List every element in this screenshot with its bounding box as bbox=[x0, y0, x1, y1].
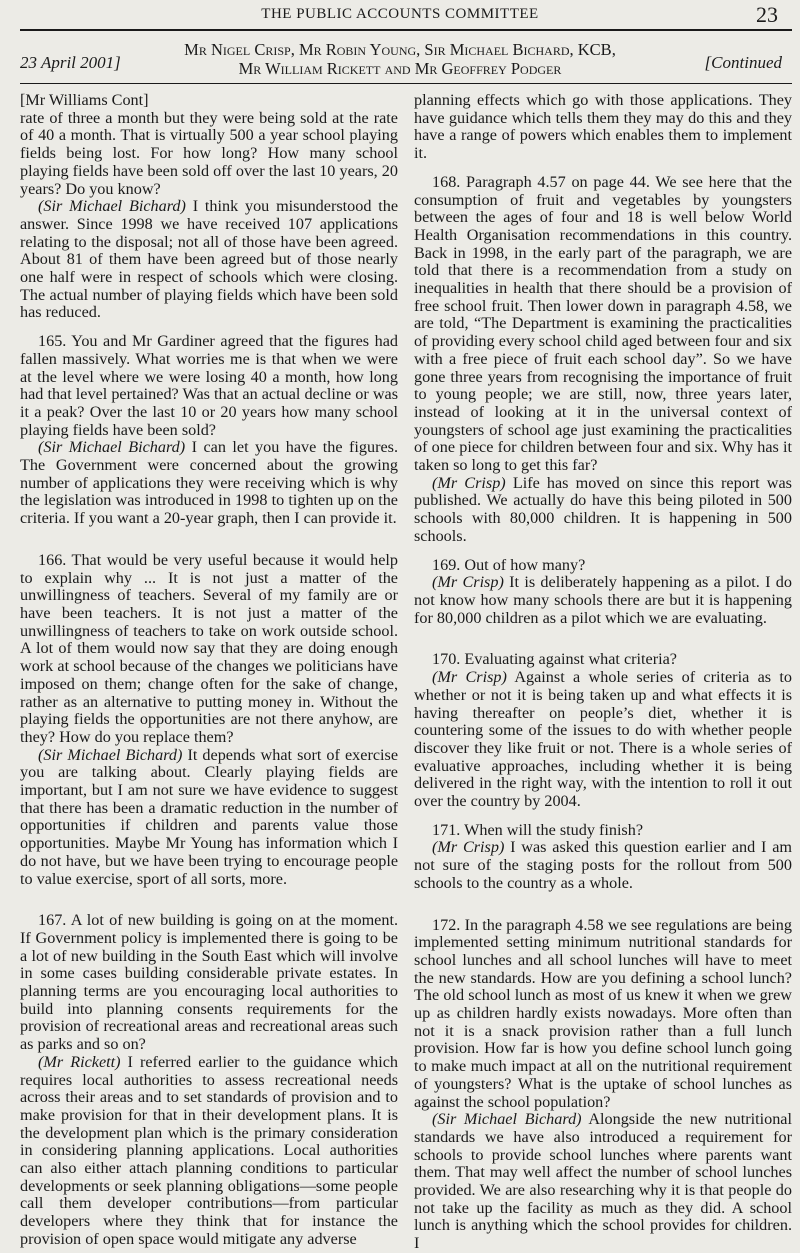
paragraph bbox=[414, 557, 792, 575]
paragraph bbox=[414, 92, 792, 163]
speaker-label: (Mr Crisp) bbox=[432, 838, 505, 857]
paragraph bbox=[414, 669, 792, 811]
paragraph-text: 171. When will the study finish? bbox=[432, 820, 644, 839]
paragraph-text: 170. Evaluating against what criteria? bbox=[432, 650, 677, 669]
paragraph-text: I can let you have the figures. The Government were concerned about the growing number of applications they were receiving which is why the legislation was introduced in 1998 to tighten up on the criteria. If you want a 20-year graph, then I can provide it. bbox=[20, 438, 398, 528]
speaker-label: (Mr Crisp) bbox=[432, 668, 507, 687]
paragraph-text: [Mr Williams Cont] bbox=[20, 91, 149, 109]
top-rule bbox=[20, 29, 792, 31]
paragraph bbox=[20, 912, 398, 1054]
speaker-label: (Mr Crisp) bbox=[432, 573, 504, 592]
running-head: THE PUBLIC ACCOUNTS COMMITTEE bbox=[261, 6, 539, 22]
speaker-label: (Sir Michael Bichard) bbox=[38, 438, 186, 457]
paragraph bbox=[20, 333, 398, 439]
paragraph bbox=[414, 651, 792, 669]
paragraph bbox=[414, 174, 792, 475]
paragraph-text: I was asked this question earlier and I am not sure of the staging posts for the rollout from 500 schools to the country as a whole. bbox=[414, 838, 792, 892]
left-column bbox=[20, 92, 398, 1249]
continued-label: [Continued bbox=[704, 53, 782, 72]
speaker-label: (Sir Michael Bichard) bbox=[38, 745, 183, 764]
speaker-label: (Mr Crisp) bbox=[432, 473, 506, 492]
speaker-label: (Sir Michael Bichard) bbox=[432, 1110, 582, 1129]
paragraph-text: It depends what sort of exercise you are talking about. Clearly playing fields are important, but I am not sure we have evidence to suggest that there has been a dramatic reduction in the number of opportunities if children and parents value those opportunities. Maybe Mr Young has information which I do not have, but we have been trying to encourage people to value exercise, sport of all sorts, more. bbox=[20, 745, 399, 888]
witness-line-1: Mr Nigel Crisp, Mr Robin Young, Sir Michael Bichard, KCB, bbox=[184, 40, 616, 59]
paragraph bbox=[414, 917, 792, 1112]
paragraph bbox=[414, 1111, 792, 1253]
paragraph-text: Life has moved on since this report was published. We actually do have this being piloted in 500 schools with 80,000 children. It is happening in 500 schools. bbox=[414, 473, 792, 545]
paragraph-text: I referred earlier to the guidance which requires local authorities to assess recreational needs across their areas and to set standards of provision and to make provision for that in their development plans. It is the development plan which is the primary consideration in considering planning applications. Local authorities can also either attach planning conditions to particular developments or seek planning obligations—some people call them developer contributions—from particular developers where they think that for instance the provision of open space would mitigate any adverse bbox=[20, 1052, 398, 1248]
paragraph-text: Against a whole series of criteria as to whether or not it is being taken up and what effects it is having thereafter on people’s diet, whether it is countering some of the issues to do with whether people discover they like fruit or not. There is a whole series of evaluative approaches, including whether it is being delivered in the right way, with the intention to roll it out over the country by 2004. bbox=[414, 668, 792, 811]
paragraph-text: 169. Out of how many? bbox=[432, 555, 586, 574]
hearing-date: 23 April 2001] bbox=[20, 53, 121, 72]
paragraph-text: 172. In the paragraph 4.58 we see regulations are being implemented setting minimum nutritional standards for school lunches and all school lunches will have to meet the new standards. How are you defining a school lunch? The old school lunch as most of us knew it when we grew up as children hardly exists nowadays. More often than not it is a snack provision rather than a full lunch provision. How far is how you define school lunch going to make much impact at all on the nutritional requirement of youngsters? What is the uptake of school lunches as against the school population? bbox=[414, 915, 792, 1111]
page-number: 23 bbox=[756, 2, 778, 27]
paragraph bbox=[414, 475, 792, 546]
paragraph-text: planning effects which go with those applications. They have guidance which tells them they may do this and they have a range of powers which enables them to implement it. bbox=[414, 91, 792, 163]
paragraph-text: I think you misunderstood the answer. Since 1998 we have received 107 applications relating to the disposal; not all of those have been agreed. About 81 of them have been agreed but of those nearly one half were in respect of schools which were closing. The actual number of playing fields which have been sold has reduced. bbox=[20, 197, 398, 322]
paragraph bbox=[20, 1054, 398, 1249]
paragraph bbox=[20, 198, 398, 322]
speaker-label: (Sir Michael Bichard) bbox=[38, 197, 186, 216]
paragraph bbox=[20, 747, 398, 889]
paragraph bbox=[414, 839, 792, 892]
paragraph-text: 166. That would be very useful because it would help to explain why ... It is not just a matter of the unwillingness of teachers. Several of my family are or have been teachers. It is not just a matter of the unwillingness of teachers to take on work outside school. A lot of them would now say that they are doing enough work at school because of the changes we politicians have imposed on them; change often for the sake of change, rather as an alternative to putting money in. Without the playing fields the opportunities are not there anyhow, are they? How do you replace them? bbox=[20, 550, 398, 746]
witness-list bbox=[0, 40, 800, 78]
paragraph bbox=[414, 574, 792, 627]
speaker-label: (Mr Rickett) bbox=[38, 1052, 121, 1071]
paragraph-text: 168. Paragraph 4.57 on page 44. We see here that the consumption of fruit and vegetables by youngsters between the ages of four and 18 is well below World Health Organisation recommendations in this country. Back in 1998, in the early part of the paragraph, we are told that there is a recommendation from a study on inequalities in health that there should be a provision of free school fruit. Then lower down in paragraph 4.58, we are told, “The Department is examining the practicalities of providing every school child aged between four and six with a free piece of fruit each school day”. So we have gone three years from recognising the importance of fruit to young people; we are still, now, three years later, instead of looking at it in the universal context of youngsters of school age just examining the practicalities of one piece for children between four and six. Why has it taken so long to get this far? bbox=[414, 172, 792, 475]
right-column bbox=[414, 92, 792, 1253]
paragraph-text: rate of three a month but they were being sold at the rate of 40 a month. That is virtually 500 a year school playing fields being lost. For how long? How many school playing fields have been sold off over the last 10 years, 20 years? Do you know? bbox=[20, 108, 398, 198]
witness-line-2: Mr William Rickett and Mr Geoffrey Podger bbox=[238, 59, 562, 78]
paragraph bbox=[414, 822, 792, 840]
header-rule bbox=[20, 83, 792, 84]
paragraph bbox=[20, 92, 398, 110]
paragraph-text: 165. You and Mr Gardiner agreed that the figures had fallen massively. What worries me is that when we were at the level where we were losing 40 a month, how long had that level pertained? Was that an actual decline or was it a peak? Over the last 10 or 20 years how many school playing fields have been sold? bbox=[20, 332, 398, 439]
paragraph-text: It is deliberately happening as a pilot. I do not know how many schools there are but it is happening for 80,000 children as a pilot which we are evaluating. bbox=[414, 573, 792, 627]
paragraph bbox=[20, 439, 398, 528]
paragraph-text: Alongside the new nutritional standards we have also introduced a requirement for schools to provide school lunches where parents want them. That may well affect the number of school lunches provided. We are also researching why it is that people do not take up the facility as much as they did. A school lunch is anything which the school provides for children. I bbox=[414, 1110, 792, 1253]
paragraph bbox=[20, 110, 398, 199]
paragraph-text: 167. A lot of new building is going on at the moment. If Government policy is implemented there is going to be a lot of new building in the South East which will involve in some cases building considerable private estates. In planning terms are you encouraging local authorities to build into planning consents requirements for the provision of recreational areas and recreational areas such as parks and so on? bbox=[20, 911, 398, 1054]
paragraph bbox=[20, 552, 398, 747]
